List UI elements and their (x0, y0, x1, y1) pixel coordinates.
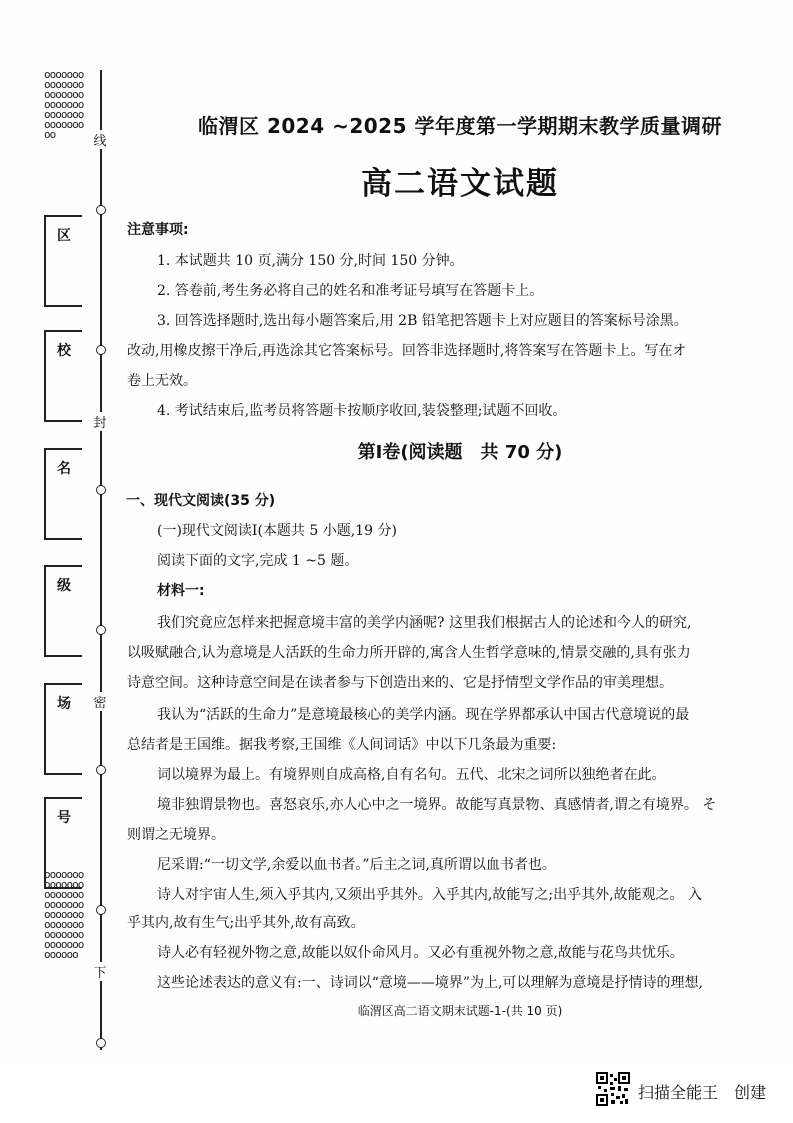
binding-hole (96, 345, 106, 355)
sub-heading: (一)现代文阅读Ⅰ(本题共 5 小题,19 分) (157, 523, 397, 539)
passage-line: 诗人对宇宙人生,须入乎其内,又须出乎其外。入乎其内,故能写之;出乎其外,故能观之。 入 (157, 887, 702, 903)
decorative-circles-top: oooooooooooooooooooooooooooooooooooooooooooo (44, 68, 84, 141)
notice-line: 2. 答卷前,考生务必将自己的姓名和准考证号填写在答题卡上。 (157, 283, 544, 299)
field-exam-room[interactable] (44, 683, 82, 775)
passage-line: 以吸赋融合,认为意境是人活跃的生命力所开辟的,寓含人生哲学意味的,情景交融的,具有张力 (127, 645, 691, 661)
field-label: 级 (57, 578, 71, 594)
passage-line: 诗人必有轻视外物之意,故能以奴仆命风月。又必有重视外物之意,故能与花鸟共忧乐。 (157, 945, 684, 961)
passage-line: 境非独谓景物也。喜怒哀乐,亦人心中之一境界。故能写真景物、真感情者,谓之有境界。 そ (157, 797, 717, 813)
field-label: 校 (57, 343, 71, 359)
qr-code-icon (596, 1072, 630, 1106)
passage-line: 这些论述表达的意义有:一、诗词以“意境——境界”为上,可以理解为意境是抒情诗的理想, (157, 975, 703, 991)
notice-line: 卷上无效。 (127, 373, 197, 389)
notice-line: 1. 本试题共 10 页,满分 150 分,时间 150 分钟。 (157, 253, 464, 269)
field-label: 号 (57, 810, 71, 826)
binding-hole (96, 205, 106, 215)
scanner-watermark (596, 1072, 776, 1108)
field-label: 场 (57, 696, 71, 712)
section-title: 第Ⅰ卷(阅读题 共 70 分) (357, 442, 563, 463)
field-label: 区 (57, 228, 71, 244)
exam-title: 临渭区 2024 ~2025 学年度第一学期期末教学质量调研 (198, 114, 722, 138)
field-number[interactable] (44, 797, 82, 889)
field-class[interactable] (44, 565, 82, 657)
page-footer: 临渭区高二语文期末试题-1-(共 10 页) (357, 1004, 563, 1018)
passage-line: 则谓之无境界。 (127, 827, 225, 843)
passage-line: 诗意空间。这种诗意空间是在读者参与下创造出来的、它是抒情型文学作品的审美理想。 (127, 675, 673, 691)
notice-line: 4. 考试结束后,监考员将答题卡按顺序收回,装袋整理;试题不回收。 (157, 403, 567, 419)
passage-line: 尼采谓:“一切文学,余爱以血书者。”后主之词,真所谓以血书者也。 (157, 857, 556, 873)
passage-line: 我们究竟应怎样来把握意境丰富的美学内涵呢? 这里我们根据古人的论述和今人的研究, (157, 615, 692, 631)
part-heading: 一、现代文阅读(35 分) (126, 493, 276, 509)
passage-line: 词以境界为最上。有境界则自成高格,自有名句。五代、北宋之词所以独绝者在此。 (157, 767, 666, 783)
field-label: 名 (57, 461, 71, 477)
seal-char-under: 下 (88, 962, 112, 981)
seal-char-secret: 密 (88, 692, 112, 711)
seal-char-line: 线 (88, 130, 112, 149)
notice-heading: 注意事项: (127, 222, 189, 238)
binding-hole (96, 625, 106, 635)
binding-hole (96, 1038, 106, 1048)
field-district[interactable] (44, 215, 82, 307)
field-name[interactable] (44, 448, 82, 540)
binding-hole (96, 765, 106, 775)
passage-line: 我认为“活跃的生命力”是意境最核心的美学内涵。现在学界都承认中国古代意境说的最 (157, 707, 690, 723)
passage-line: 总结者是王国维。据我考察,王国维《人间词话》中以下几条最为重要: (127, 737, 557, 753)
binding-hole (96, 485, 106, 495)
material-label: 材料一: (157, 583, 205, 599)
subject-title: 高二语文试题 (361, 166, 559, 202)
scanner-watermark-text: 扫描全能王 创建 (638, 1083, 767, 1102)
binding-hole (96, 905, 106, 915)
notice-line: 3. 回答选择题时,选出每小题答案后,用 2B 铅笔把答题卡上对应题目的答案标号涂黑。 (157, 313, 688, 329)
seal-char-seal: 封 (88, 412, 112, 431)
instruction: 阅读下面的文字,完成 1 ~5 题。 (157, 553, 359, 569)
decorative-circles-bottom: oooooooooooooooooooooooooooooooooooooooooooooooooooooooooooooo (44, 868, 84, 961)
passage-line: 乎其内,故有生气;出乎其外,故有高致。 (127, 915, 365, 931)
binding-line (100, 70, 102, 1050)
notice-line: 改动,用橡皮擦干净后,再选涂其它答案标号。回答非选择题时,将答案写在答题卡上。写在オ (127, 343, 687, 359)
field-school[interactable] (44, 330, 82, 422)
